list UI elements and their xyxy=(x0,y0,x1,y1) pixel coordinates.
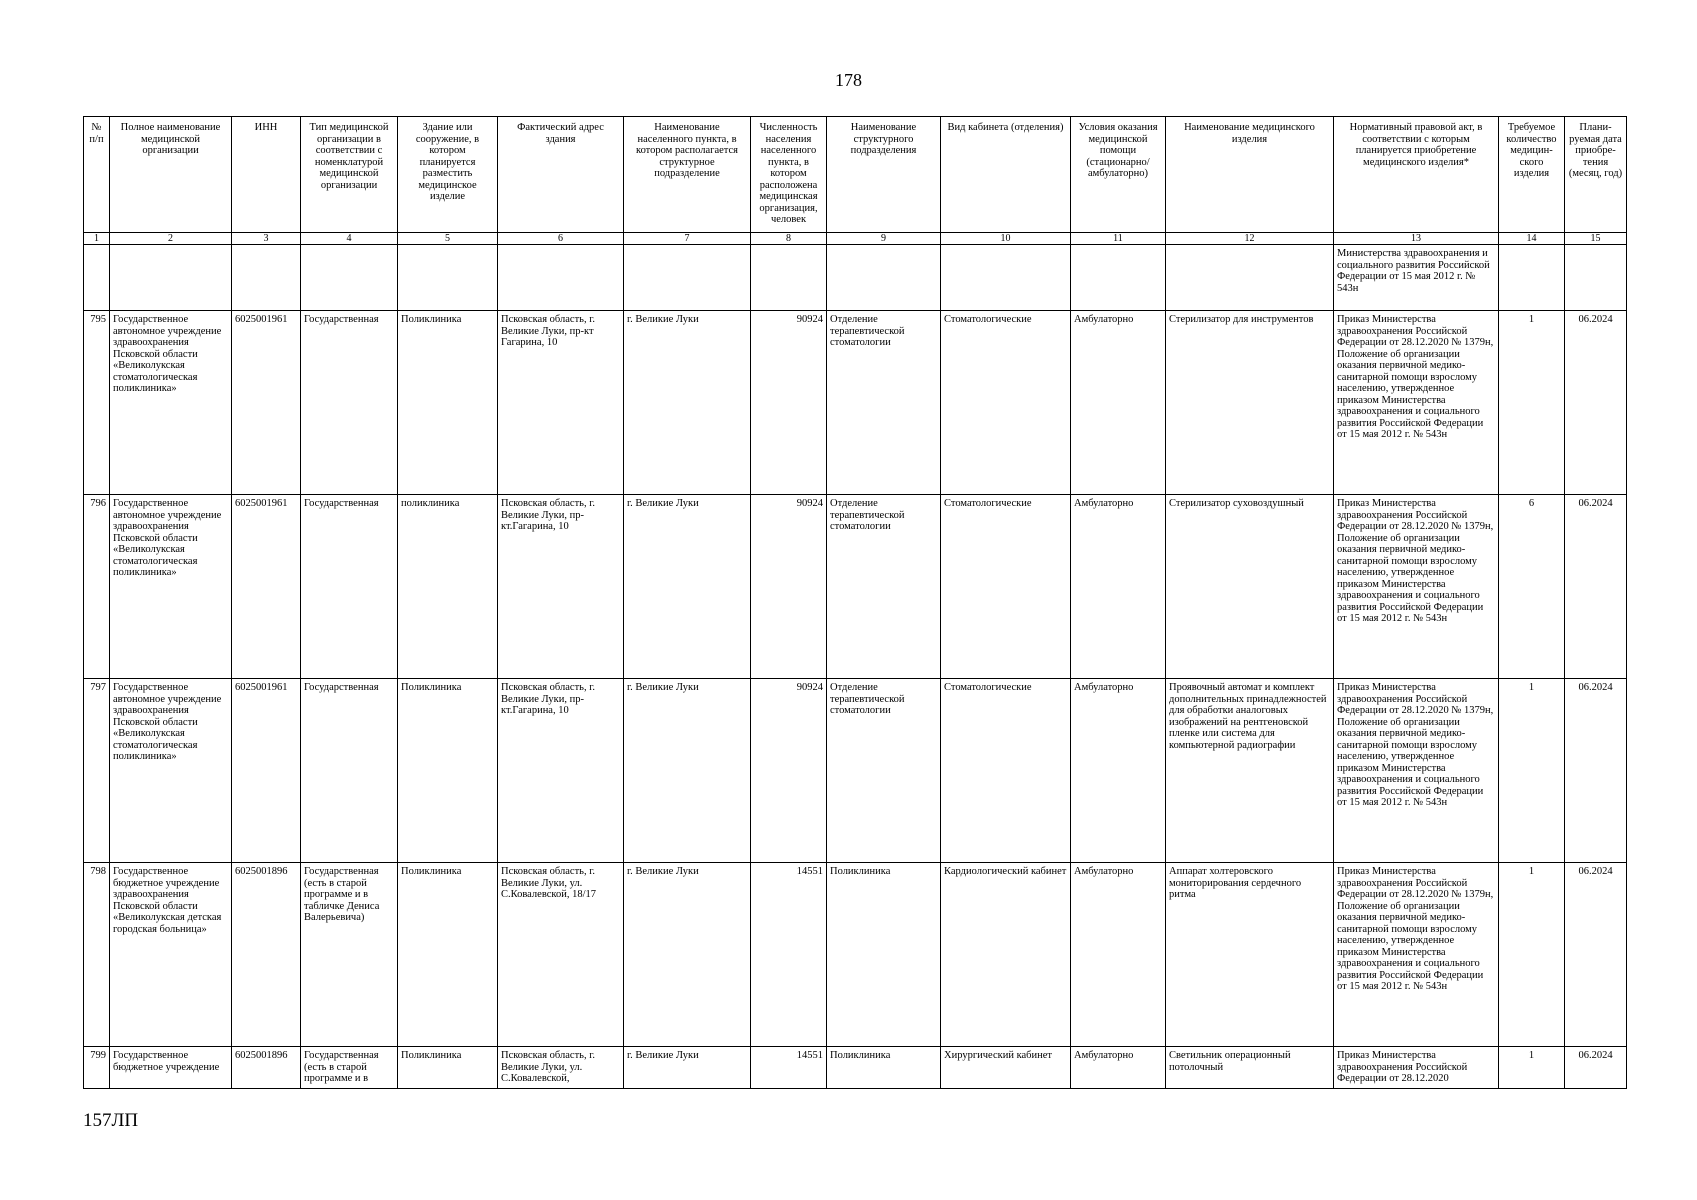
column-number: 14 xyxy=(1499,233,1565,245)
quantity-cell: 1 xyxy=(1499,679,1565,863)
column-number: 6 xyxy=(498,233,624,245)
organization-cell: Государственное автономное учреждение здравоохранения Псковской области «Великолукская стоматологическая поликлиника» xyxy=(110,679,232,863)
column-header: Наименование населенного пункта, в котором располагается структурное подразделение xyxy=(624,117,751,233)
table-row xyxy=(84,311,1627,495)
cabinet-cell: Кардиологический кабинет xyxy=(941,863,1071,1047)
cabinet-cell: Хирургический кабинет xyxy=(941,1047,1071,1089)
structural-unit-cell: Поликлиника xyxy=(827,863,941,1047)
device-cell: Светильник операционный потолочный xyxy=(1166,1047,1334,1089)
row-number-cell: 799 xyxy=(84,1047,110,1089)
column-header: Требуемое количество медицин-ского изделия xyxy=(1499,117,1565,233)
column-header: Тип медицинской организации в соответствии с номенклатурой медицинской организации xyxy=(301,117,398,233)
cabinet-cell: Стоматологические xyxy=(941,495,1071,679)
column-number: 13 xyxy=(1334,233,1499,245)
table-header-row xyxy=(84,117,1627,233)
structural-unit-cell: Отделение терапевтической стоматологии xyxy=(827,311,941,495)
conditions-cell: Амбулаторно xyxy=(1071,679,1166,863)
locality-cell: г. Великие Луки xyxy=(624,495,751,679)
population-cell: 90924 xyxy=(751,495,827,679)
column-number: 9 xyxy=(827,233,941,245)
organization-cell: Государственное автономное учреждение здравоохранения Псковской области «Великолукская стоматологическая поликлиника» xyxy=(110,495,232,679)
address-cell: Псковская область, г. Великие Луки, пр-кт Гагарина, 10 xyxy=(498,311,624,495)
column-header: Здание или сооружение, в котором планируется разместить медицинское изделие xyxy=(398,117,498,233)
column-header: ИНН xyxy=(232,117,301,233)
structural-unit-cell: Отделение терапевтической стоматологии xyxy=(827,679,941,863)
continuation-cell: Министерства здравоохранения и социального развития Российской Федерации от 15 мая 2012 г. № 543н xyxy=(1334,245,1499,311)
column-header: Полное наименование медицинской организации xyxy=(110,117,232,233)
medical-devices-table xyxy=(83,116,1627,1089)
structural-unit-cell: Поликлиника xyxy=(827,1047,941,1089)
column-number: 4 xyxy=(301,233,398,245)
legal-act-cell: Приказ Министерства здравоохранения Российской Федерации от 28.12.2020 № 1379н, Положение об организации оказания первичной медико-санитарной помощи взрослому населению, утвержденное приказом Министерства здравоохранения и социального развития Российской Федерации от 15 мая 2012 г. № 543н xyxy=(1334,311,1499,495)
locality-cell: г. Великие Луки xyxy=(624,311,751,495)
row-number-cell: 798 xyxy=(84,863,110,1047)
device-cell: Аппарат холтеровского мониторирования сердечного ритма xyxy=(1166,863,1334,1047)
column-header: Нормативный правовой акт, в соответствии с которым планируется приобретение медицинского изделия* xyxy=(1334,117,1499,233)
building-cell: Поликлиника xyxy=(398,1047,498,1089)
cabinet-cell: Стоматологические xyxy=(941,311,1071,495)
cabinet-cell: Стоматологические xyxy=(941,679,1071,863)
table-row xyxy=(84,1047,1627,1089)
column-number: 7 xyxy=(624,233,751,245)
locality-cell: г. Великие Луки xyxy=(624,679,751,863)
org-type-cell: Государственная xyxy=(301,495,398,679)
column-number: 11 xyxy=(1071,233,1166,245)
inn-cell: 6025001961 xyxy=(232,495,301,679)
column-number: 10 xyxy=(941,233,1071,245)
building-cell: Поликлиника xyxy=(398,863,498,1047)
org-type-cell: Государственная (есть в старой программе и в xyxy=(301,1047,398,1089)
quantity-cell: 1 xyxy=(1499,311,1565,495)
purchase-date-cell: 06.2024 xyxy=(1565,1047,1627,1089)
organization-cell: Государственное бюджетное учреждение здравоохранения Псковской области «Великолукская детская городская больница» xyxy=(110,863,232,1047)
column-number: 5 xyxy=(398,233,498,245)
row-number-cell: 796 xyxy=(84,495,110,679)
inn-cell: 6025001961 xyxy=(232,679,301,863)
address-cell: Псковская область, г. Великие Луки, ул. С.Ковалевской, 18/17 xyxy=(498,863,624,1047)
structural-unit-cell: Отделение терапевтической стоматологии xyxy=(827,495,941,679)
column-number: 12 xyxy=(1166,233,1334,245)
purchase-date-cell: 06.2024 xyxy=(1565,679,1627,863)
quantity-cell: 1 xyxy=(1499,863,1565,1047)
table-row xyxy=(84,863,1627,1047)
building-cell: поликлиника xyxy=(398,495,498,679)
quantity-cell: 6 xyxy=(1499,495,1565,679)
row-number-cell: 795 xyxy=(84,311,110,495)
column-number: 15 xyxy=(1565,233,1627,245)
device-cell: Проявочный автомат и комплект дополнительных принадлежностей для обработки аналоговых изображений на рентгеновской пленке или система для компьютерной радиографии xyxy=(1166,679,1334,863)
column-header: Условия оказания медицинской помощи (стационарно/ амбулаторно) xyxy=(1071,117,1166,233)
conditions-cell: Амбулаторно xyxy=(1071,863,1166,1047)
inn-cell: 6025001961 xyxy=(232,311,301,495)
building-cell: Поликлиника xyxy=(398,679,498,863)
purchase-date-cell: 06.2024 xyxy=(1565,863,1627,1047)
row-number-cell: 797 xyxy=(84,679,110,863)
column-number: 8 xyxy=(751,233,827,245)
org-type-cell: Государственная xyxy=(301,311,398,495)
column-header: Наименование медицинского изделия xyxy=(1166,117,1334,233)
legal-act-cell: Приказ Министерства здравоохранения Российской Федерации от 28.12.2020 xyxy=(1334,1047,1499,1089)
column-header: Численность населения населенного пункта, в котором расположена медицинская организация, человек xyxy=(751,117,827,233)
column-header: Фактический адрес здания xyxy=(498,117,624,233)
org-type-cell: Государственная xyxy=(301,679,398,863)
column-number: 2 xyxy=(110,233,232,245)
column-header: № п/п xyxy=(84,117,110,233)
population-cell: 14551 xyxy=(751,1047,827,1089)
organization-cell: Государственное бюджетное учреждение xyxy=(110,1047,232,1089)
table-row xyxy=(84,495,1627,679)
address-cell: Псковская область, г. Великие Луки, пр-кт.Гагарина, 10 xyxy=(498,495,624,679)
column-header: Вид кабинета (отделения) xyxy=(941,117,1071,233)
footer-code: 157ЛП xyxy=(83,1110,139,1131)
locality-cell: г. Великие Луки xyxy=(624,1047,751,1089)
device-cell: Стерилизатор суховоздушный xyxy=(1166,495,1334,679)
column-number: 1 xyxy=(84,233,110,245)
locality-cell: г. Великие Луки xyxy=(624,863,751,1047)
org-type-cell: Государственная (есть в старой программе и в табличке Дениса Валерьевича) xyxy=(301,863,398,1047)
legal-act-cell: Приказ Министерства здравоохранения Российской Федерации от 28.12.2020 № 1379н, Положение об организации оказания первичной медико-санитарной помощи взрослому населению, утвержденное приказом Министерства здравоохранения и социального развития Российской Федерации от 15 мая 2012 г. № 543н xyxy=(1334,863,1499,1047)
column-header: Наименование структурного подразделения xyxy=(827,117,941,233)
conditions-cell: Амбулаторно xyxy=(1071,495,1166,679)
purchase-date-cell: 06.2024 xyxy=(1565,311,1627,495)
conditions-cell: Амбулаторно xyxy=(1071,1047,1166,1089)
table-row xyxy=(84,679,1627,863)
population-cell: 90924 xyxy=(751,311,827,495)
organization-cell: Государственное автономное учреждение здравоохранения Псковской области «Великолукская стоматологическая поликлиника» xyxy=(110,311,232,495)
page-number: 178 xyxy=(835,70,862,90)
address-cell: Псковская область, г. Великие Луки, ул. С.Ковалевской, xyxy=(498,1047,624,1089)
device-cell: Стерилизатор для инструментов xyxy=(1166,311,1334,495)
continuation-row xyxy=(84,245,1627,311)
column-header: Плани-руемая дата приобре-тения (месяц, год) xyxy=(1565,117,1627,233)
quantity-cell: 1 xyxy=(1499,1047,1565,1089)
address-cell: Псковская область, г. Великие Луки, пр-кт.Гагарина, 10 xyxy=(498,679,624,863)
inn-cell: 6025001896 xyxy=(232,1047,301,1089)
purchase-date-cell: 06.2024 xyxy=(1565,495,1627,679)
building-cell: Поликлиника xyxy=(398,311,498,495)
inn-cell: 6025001896 xyxy=(232,863,301,1047)
conditions-cell: Амбулаторно xyxy=(1071,311,1166,495)
population-cell: 14551 xyxy=(751,863,827,1047)
population-cell: 90924 xyxy=(751,679,827,863)
legal-act-cell: Приказ Министерства здравоохранения Российской Федерации от 28.12.2020 № 1379н, Положение об организации оказания первичной медико-санитарной помощи взрослому населению, утвержденное приказом Министерства здравоохранения и социального развития Российской Федерации от 15 мая 2012 г. № 543н xyxy=(1334,679,1499,863)
column-number-row xyxy=(84,233,1627,245)
column-number: 3 xyxy=(232,233,301,245)
legal-act-cell: Приказ Министерства здравоохранения Российской Федерации от 28.12.2020 № 1379н, Положение об организации оказания первичной медико-санитарной помощи взрослому населению, утвержденное приказом Министерства здравоохранения и социального развития Российской Федерации от 15 мая 2012 г. № 543н xyxy=(1334,495,1499,679)
